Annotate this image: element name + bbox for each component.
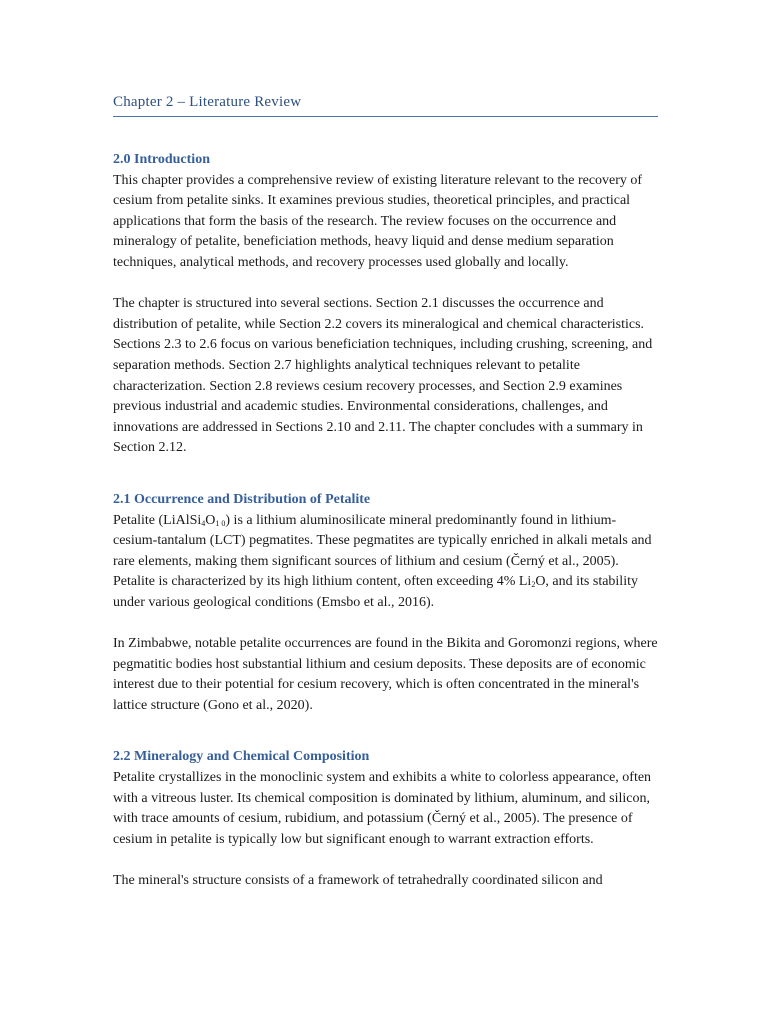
paragraph: This chapter provides a comprehensive review of existing literature relevant to the recovery of cesium from petalite sinks. It examines previous studies, theoretical principles, and practical applications that form the basis of the research. The review focuses on the occurrence and mineralogy of petalite, beneficiation methods, heavy liquid and dense medium separation techniques, analytical methods, and recovery processes used globally and locally. xyxy=(113,172,643,270)
paragraph: The chapter is structured into several sections. Section 2.1 discusses the occurrence and distribution of petalite, while Section 2.2 covers its mineralogical and chemical characteristics. Sections 2.3 to 2.6 focus on various beneficiation techniques, including crushing, screening, and separation methods. Section 2.7 highlights analytical techniques relevant to petalite characterization. Section 2.8 reviews cesium recovery processes, and Section 2.9 examines previous industrial and academic studies. Environmental considerations, challenges, and innovations are addressed in Sections 2.10 and 2.11. The chapter concludes with a summary in Section 2.12. xyxy=(113,296,653,456)
paragraph-text: O xyxy=(205,512,216,528)
paragraph xyxy=(113,511,658,614)
paragraph-text: O, and its stability under various geological conditions (Emsbo et al., 2016). xyxy=(113,574,638,610)
section-occurrence xyxy=(113,490,658,717)
section-heading: 2.2 Mineralogy and Chemical Composition xyxy=(113,749,370,765)
paragraph-text: Petalite (LiAlSi xyxy=(113,512,202,528)
paragraph: Petalite crystallizes in the monoclinic system and exhibits a white to colorless appearance, often with a vitreous luster. Its chemical composition is dominated by lithium, aluminum, and silicon, with trace amounts of cesium, rubidium, and potassium (Černý et al., 2005). The presence of cesium in petalite is typically low but significant enough to warrant extraction efforts. xyxy=(113,770,652,847)
section-heading: 2.0 Introduction xyxy=(113,152,210,167)
paragraph: In Zimbabwe, notable petalite occurrences are found in the Bikita and Goromonzi regions, where pegmatitic bodies host substantial lithium and cesium deposits. These deposits are of economic interest due to their potential for cesium recovery, which is often concentrated in the mineral's lattice structure (Gono et al., 2020). xyxy=(113,636,658,713)
page-content xyxy=(113,93,658,892)
section-mineralogy xyxy=(113,747,658,891)
subscript: 4 xyxy=(201,518,206,528)
paragraph: The mineral's structure consists of a framework of tetrahedrally coordinated silicon and xyxy=(113,873,603,888)
section-introduction xyxy=(113,150,658,459)
subscript: 1 0 xyxy=(215,518,226,528)
chapter-header: Chapter 2 – Literature Review xyxy=(113,93,658,117)
subscript: 2 xyxy=(531,580,536,590)
paragraph-text: ) is a lithium aluminosilicate mineral predominantly found in lithium-cesium-tantalum (LCT) pegmatites. These pegmatites are typically enriched in alkali metals and rare elements, making them significant sources of lithium and cesium (Černý et al., 2005). Petalite is characterized by its high lithium content, often exceeding 4% Li xyxy=(113,512,652,590)
section-heading: 2.1 Occurrence and Distribution of Petalite xyxy=(113,491,371,507)
